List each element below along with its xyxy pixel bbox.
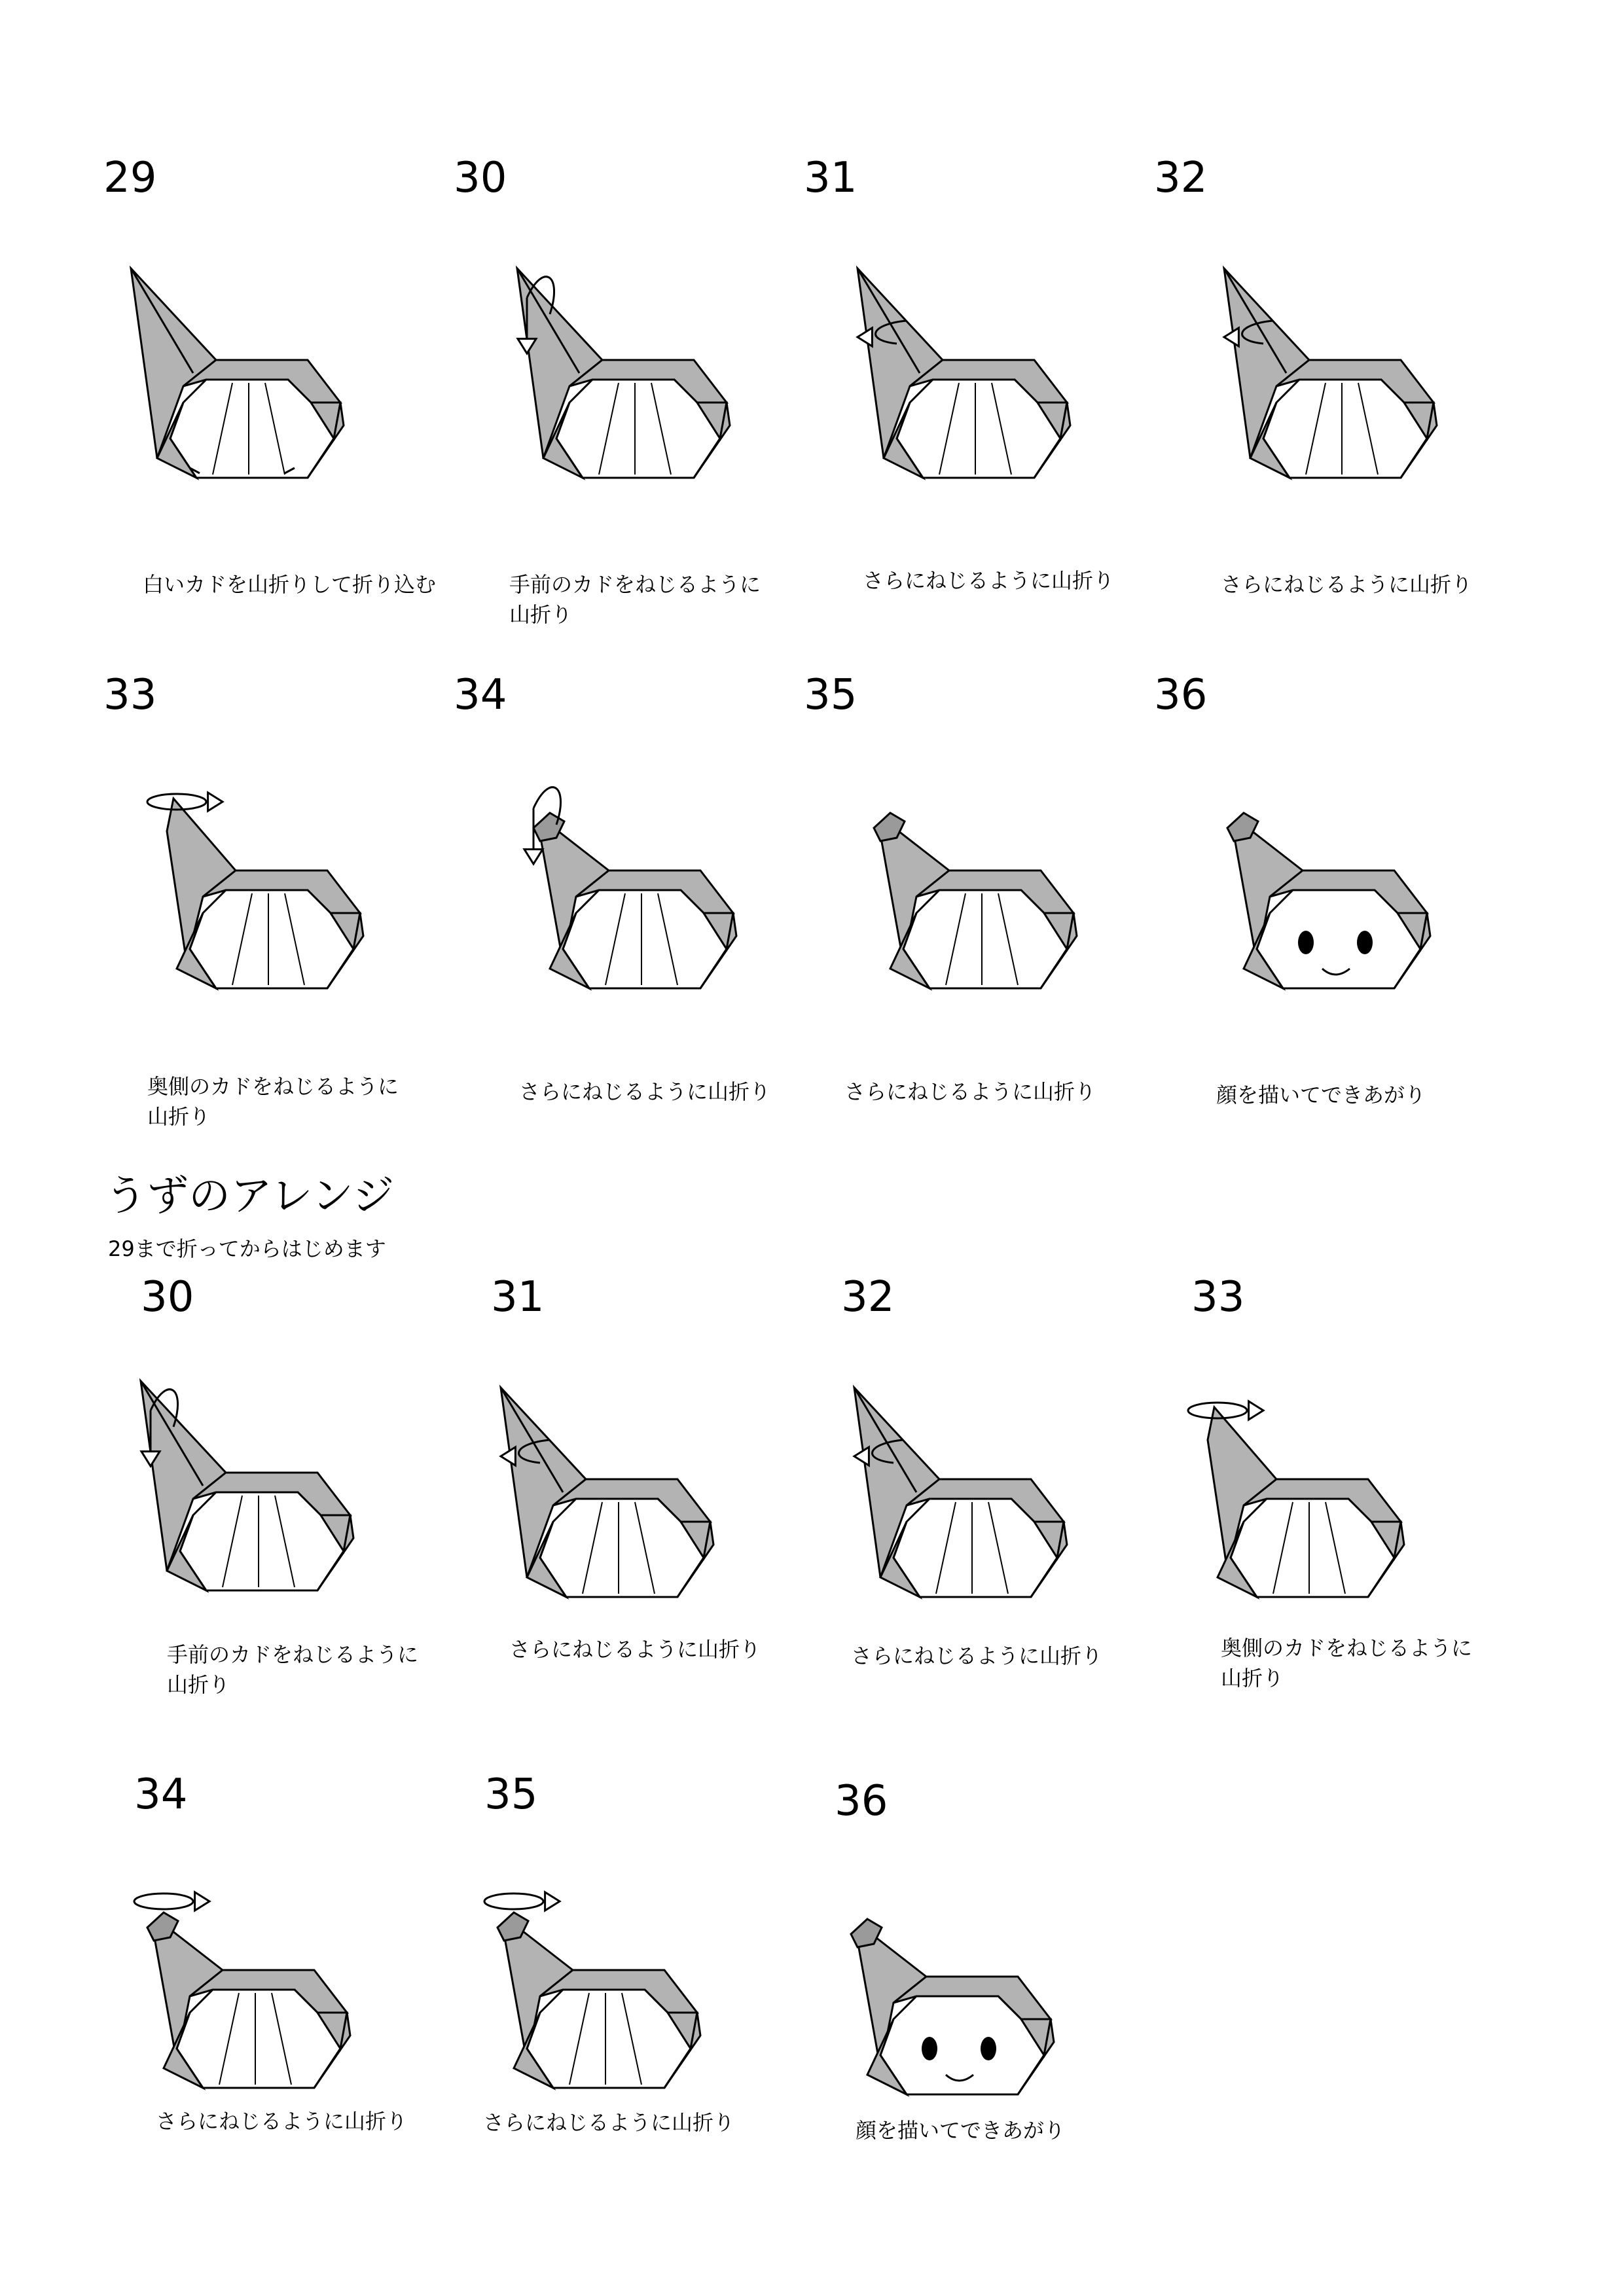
step-number: 31 bbox=[491, 1273, 545, 1321]
step-caption: さらにねじるように山折り bbox=[851, 1643, 1103, 1668]
arrange-fold-diagram-34 bbox=[124, 1872, 360, 2108]
arrange-fold-diagram-33 bbox=[1178, 1381, 1414, 1617]
arrange-fold-diagram-32 bbox=[841, 1381, 1077, 1617]
arrow-head bbox=[524, 850, 543, 864]
step-caption: さらにねじるように山折り bbox=[509, 1637, 761, 1662]
step-caption: さらにねじるように山折り bbox=[483, 2110, 735, 2135]
fold-diagram-36 bbox=[1204, 772, 1440, 1008]
arrow-head bbox=[501, 1447, 515, 1465]
fold-diagram-35 bbox=[851, 772, 1087, 1008]
arrow-head bbox=[545, 1892, 560, 1910]
step-number: 30 bbox=[454, 154, 507, 202]
fold-diagram-33 bbox=[137, 772, 373, 1008]
arrow-head bbox=[1224, 328, 1238, 346]
step-number: 29 bbox=[103, 154, 157, 202]
step-number: 35 bbox=[804, 671, 857, 719]
step-number: 34 bbox=[134, 1770, 188, 1819]
step-number: 35 bbox=[484, 1770, 538, 1819]
step-number: 33 bbox=[1191, 1273, 1245, 1321]
step-caption: さらにねじるように山折り bbox=[156, 2109, 408, 2134]
fold-diagram-32 bbox=[1211, 262, 1447, 497]
arrow-head bbox=[208, 793, 223, 811]
fold-arrow bbox=[134, 1893, 193, 1909]
step-caption: さらにねじるように山折り bbox=[1221, 572, 1473, 597]
fold-diagram-29 bbox=[118, 262, 353, 497]
step-number: 31 bbox=[804, 154, 857, 202]
arrow-head bbox=[854, 1447, 869, 1465]
step-number: 32 bbox=[841, 1273, 895, 1321]
fold-diagram-30 bbox=[504, 262, 740, 497]
step-caption: 顔を描いてできあがり bbox=[1216, 1083, 1426, 1107]
fold-diagram-31 bbox=[844, 262, 1080, 497]
step-caption: 奥側のカドをねじるように 山折り bbox=[1221, 1636, 1473, 1691]
fold-arrow bbox=[484, 1893, 543, 1909]
step-caption: さらにねじるように山折り bbox=[844, 1079, 1096, 1104]
right-eye bbox=[981, 2037, 996, 2060]
step-number: 36 bbox=[1154, 671, 1208, 719]
step-number: 32 bbox=[1154, 154, 1208, 202]
right-eye bbox=[1357, 931, 1373, 954]
step-caption: 手前のカドをねじるように 山折り bbox=[509, 572, 761, 627]
arrange-fold-diagram-30 bbox=[128, 1374, 363, 1610]
arrange-fold-diagram-36 bbox=[828, 1878, 1064, 2114]
step-caption: さらにねじるように山折り bbox=[863, 568, 1115, 593]
step-caption: 顔を描いてできあがり bbox=[856, 2118, 1066, 2143]
arrow-head bbox=[1249, 1401, 1263, 1420]
step-caption: さらにねじるように山折り bbox=[519, 1079, 771, 1104]
step-caption: 手前のカドをねじるように 山折り bbox=[167, 1642, 419, 1697]
arrow-head bbox=[195, 1892, 209, 1910]
section-title: うずのアレンジ bbox=[105, 1172, 395, 1221]
section-subtitle: 29まで折ってからはじめます bbox=[108, 1236, 386, 1261]
fold-diagram-34 bbox=[511, 772, 746, 1008]
left-eye bbox=[1298, 931, 1314, 954]
left-eye bbox=[922, 2037, 937, 2060]
arrow-head bbox=[857, 328, 872, 346]
step-caption: 白いカドを山折りして折り込む bbox=[143, 572, 437, 597]
arrange-fold-diagram-31 bbox=[488, 1381, 723, 1617]
step-number: 36 bbox=[835, 1777, 888, 1825]
step-number: 34 bbox=[454, 671, 507, 719]
arrange-fold-diagram-35 bbox=[475, 1872, 710, 2108]
step-caption: 奥側のカドをねじるように 山折り bbox=[147, 1074, 399, 1129]
step-number: 33 bbox=[103, 671, 157, 719]
step-number: 30 bbox=[141, 1273, 194, 1321]
